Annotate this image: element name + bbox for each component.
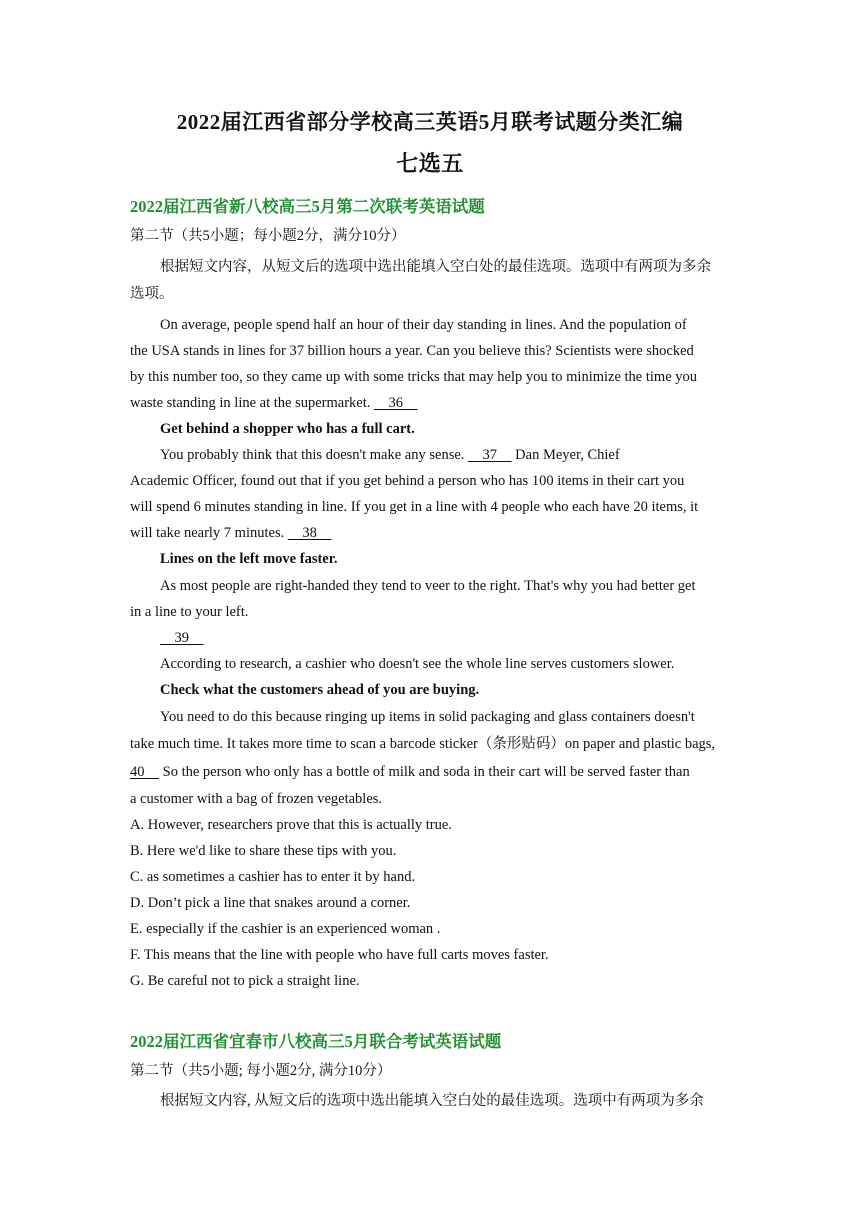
paragraph-1-line-4 xyxy=(130,394,418,412)
blank-36: 36 xyxy=(374,395,418,411)
paragraph-2-line-2: Academic Officer, found out that if you get behind a person who has 100 items in their cart you xyxy=(130,473,685,489)
paragraph-5-line-2: take much time. It takes more time to scan a barcode sticker（条形贴码）on paper and plastic bags, xyxy=(130,736,716,752)
paragraph-2-line-1 xyxy=(160,446,620,464)
paragraph-5-line-3-text: So the person who only has a bottle of milk and soda in their cart will be served faster than xyxy=(159,764,690,780)
instruction-line-1: 根据短文内容，从短文后的选项中选出能填入空白处的最佳选项。选项中有两项为多余 xyxy=(160,259,711,275)
paragraph-2-line-1-tail: Dan Meyer, Chief xyxy=(511,447,620,463)
paragraph-4-line-1: According to research, a cashier who doesn't see the whole line serves customers slower. xyxy=(160,656,675,672)
paragraph-2-line-3: will spend 6 minutes standing in line. If you get in a line with 4 people who each have 20 items, it xyxy=(130,499,699,515)
option-f: F. This means that the line with people who have full carts moves faster. xyxy=(130,947,549,963)
option-b: B. Here we'd like to share these tips with you. xyxy=(130,843,397,859)
paragraph-2-line-4-text: will take nearly 7 minutes. xyxy=(130,525,285,541)
paragraph-5-line-4: a customer with a bag of frozen vegetables. xyxy=(130,791,383,807)
instruction-line-2-1: 根据短文内容, 从短文后的选项中选出能填入空白处的最佳选项。选项中有两项为多余 xyxy=(160,1093,704,1109)
paragraph-1-line-2: the USA stands in lines for 37 billion hours a year. Can you believe this? Scientists were shocked xyxy=(130,343,694,359)
paragraph-1-line-3: by this number too, so they came up with some tricks that may help you to minimize the time you xyxy=(130,369,698,385)
instruction-line-2: 选项。 xyxy=(130,286,174,302)
subheading-full-cart: Get behind a shopper who has a full cart. xyxy=(160,421,415,437)
part-info-1: 第二节（共5小题；每小题2分，满分10分） xyxy=(130,228,406,244)
paragraph-1-line-4-text: waste standing in line at the supermarket. xyxy=(130,395,371,411)
paragraph-3-line-1: As most people are right-handed they tend to veer to the right. That's why you had better get xyxy=(160,578,696,594)
blank-40: 40 xyxy=(130,764,159,780)
blank-39-line xyxy=(160,629,204,647)
paragraph-2-line-1-text: You probably think that this doesn't make any sense. xyxy=(160,447,465,463)
option-d: D. Don’t pick a line that snakes around a corner. xyxy=(130,895,411,911)
subheading-check-customers: Check what the customers ahead of you are buying. xyxy=(160,682,480,698)
paragraph-5-line-3 xyxy=(130,763,690,781)
paragraph-5-line-1: You need to do this because ringing up items in solid packaging and glass containers doesn't xyxy=(160,709,695,725)
option-e: E. especially if the cashier is an experienced woman . xyxy=(130,921,441,937)
blank-38: 38 xyxy=(287,525,332,541)
paragraph-2-line-4 xyxy=(130,524,331,542)
blank-39: 39 xyxy=(160,630,204,646)
subheading-left-lines: Lines on the left move faster. xyxy=(160,551,338,567)
option-g: G. Be careful not to pick a straight line. xyxy=(130,973,360,989)
section-heading-1: 2022届江西省新八校高三5月第二次联考英语试题 xyxy=(130,197,485,216)
option-a: A. However, researchers prove that this is actually true. xyxy=(130,817,452,833)
paragraph-3-line-2: in a line to your left. xyxy=(130,604,249,620)
part-info-2: 第二节（共5小题; 每小题2分, 满分10分） xyxy=(130,1063,392,1079)
document-title: 2022届江西省部分学校高三英语5月联考试题分类汇编 xyxy=(176,110,684,134)
blank-37: 37 xyxy=(468,447,512,463)
section-heading-2: 2022届江西省宜春市八校高三5月联合考试英语试题 xyxy=(130,1032,502,1051)
document-subtitle: 七选五 xyxy=(396,151,464,176)
option-c: C. as sometimes a cashier has to enter it by hand. xyxy=(130,869,416,885)
paragraph-1-line-1: On average, people spend half an hour of their day standing in lines. And the population of xyxy=(160,317,687,333)
